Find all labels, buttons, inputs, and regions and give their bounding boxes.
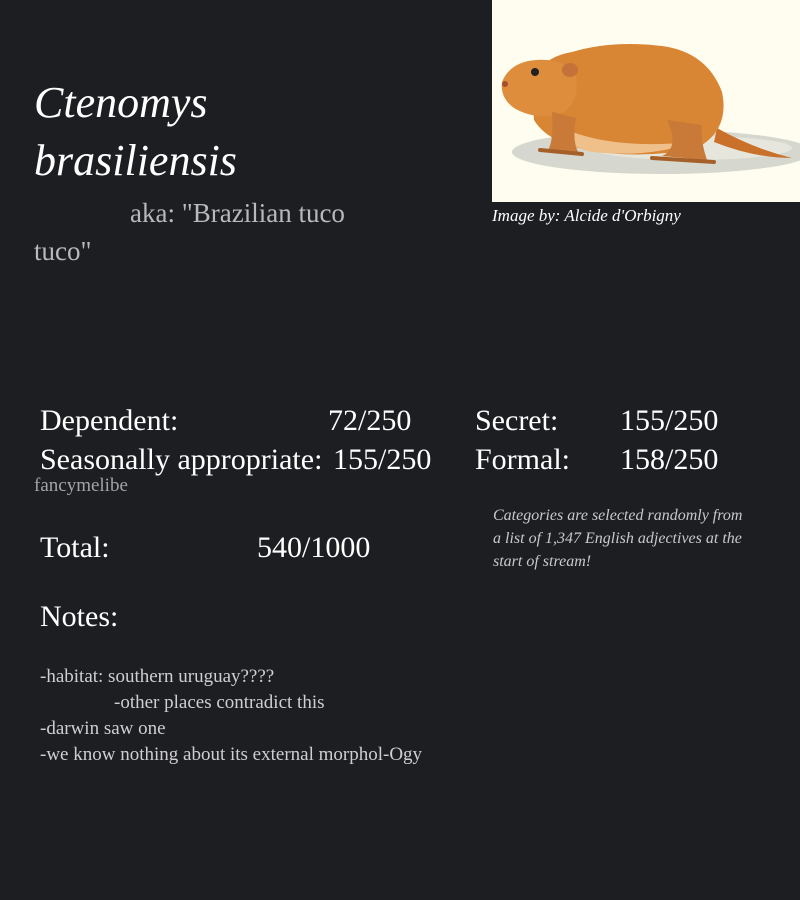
dependent-value: 72/250 [328, 404, 412, 437]
note-line: -we know nothing about its external morphol-Ogy [40, 744, 423, 765]
tuco-tuco-illustration [492, 0, 800, 202]
streamer-handle: fancymelibe [34, 475, 128, 496]
species-epithet: brasiliensis [34, 136, 237, 185]
front-leg [548, 112, 578, 152]
formal-value: 158/250 [620, 443, 719, 476]
nose [502, 81, 508, 87]
species-name [34, 74, 237, 190]
ear [562, 63, 578, 77]
seasonal-value: 155/250 [333, 443, 432, 476]
seasonal-label: Seasonally appropriate: [40, 443, 323, 476]
species-illustration [492, 0, 800, 202]
note-line: -other places contradict this [114, 692, 325, 713]
total-value: 540/1000 [257, 531, 371, 564]
note-line: -darwin saw one [40, 718, 166, 739]
species-genus: Ctenomys [34, 78, 208, 127]
image-credit: Image by: Alcide d'Orbigny [492, 206, 681, 225]
secret-label: Secret: [475, 404, 559, 437]
total-label: Total: [40, 531, 110, 564]
formal-label: Formal: [475, 443, 570, 476]
secret-value: 155/250 [620, 404, 719, 437]
notes-title: Notes: [40, 600, 119, 633]
eye [531, 68, 539, 76]
common-name: aka: "Brazilian tuco tuco" [34, 198, 345, 266]
categories-note: Categories are selected randomly from a list of 1,347 English adjectives at the start of stream! [493, 507, 743, 570]
note-line: -habitat: southern uruguay???? [40, 666, 275, 687]
notes-list [40, 664, 422, 768]
dependent-label: Dependent: [40, 404, 179, 437]
